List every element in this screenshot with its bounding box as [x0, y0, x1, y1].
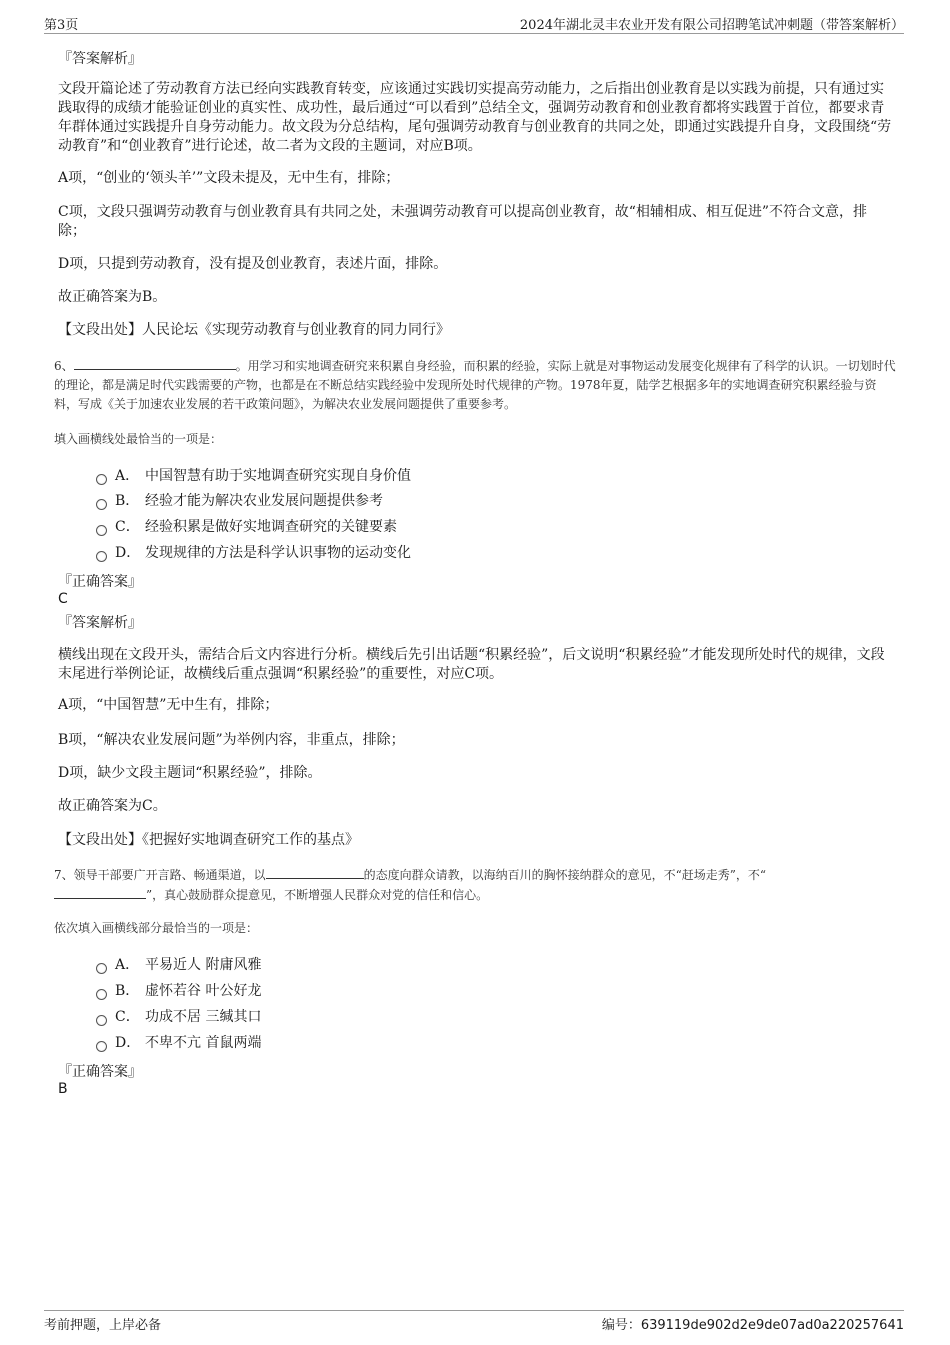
- q5-analysis-text: 文段开篇论述了劳动教育方法已经向实践教育转变，应该通过实践切实提高劳动能力，之后指出创业教育是以实践为前提，只有通过实践取得的成绩才能验证创业的真实性、成功性，最后通过“可以看到”总结全文，强调劳动教育和创业教育都将实践置于首位，都要求青年群体通过实践提升自身劳动能力。故文段为分总结构，尾句强调劳动教育与创业教育的共同之处，即通过实践提升自身，文段围绕“劳动教育”和“创业教育”进行论述，故二者为文段的主题词，对应B项。: [58, 81, 892, 154]
- q7-blank-2[interactable]: [54, 885, 146, 899]
- q6-instruction: 填入画横线处最恰当的一项是：: [54, 432, 223, 446]
- document-code: 编号：639119de902d2e9de07ad0a220257641: [601, 1318, 904, 1333]
- radio-icon[interactable]: [96, 474, 107, 485]
- q7-correct-label: 『正确答案』: [58, 1064, 142, 1080]
- q6-stem-text: 。用学习和实地调查研究来积累自身经验，而积累的经验，实际上就是对事物运动发展变化规律有了科学的认识。一切划时代的理论，都是满足时代实践需要的产物，也都是在不断总结实践经验中发现所处时代规律的产物。1978年夏，陆学艺根据多年的实地调查研究积累经验与资料，写成《关于加速农业发展的若干政策问题》，为解决农业发展问题提供了重要参考。: [54, 359, 896, 411]
- q6-correct-label: 『正确答案』: [58, 574, 142, 590]
- radio-icon[interactable]: [96, 1015, 107, 1026]
- q6-option-c[interactable]: C． 经验积累是做好实地调查研究的关键要素: [96, 516, 397, 538]
- q6-point-d: D项，缺少文段主题词“积累经验”，排除。: [58, 765, 322, 781]
- q5-point-d: D项，只提到劳动教育，没有提及创业教育，表述片面，排除。: [58, 256, 448, 272]
- q6-point-a: A项，“中国智慧”无中生有，排除；: [58, 697, 279, 713]
- q7-option-b[interactable]: B． 虚怀若谷 叶公好龙: [96, 980, 261, 1002]
- q6-point-b: B项，“解决农业发展问题”为举例内容，非重点，排除；: [58, 732, 405, 748]
- q7-option-d[interactable]: D． 不卑不亢 首鼠两端: [96, 1032, 261, 1054]
- q6-option-a[interactable]: A． 中国智慧有助于实地调查研究实现自身价值: [96, 465, 411, 487]
- q5-point-c: C项，文段只强调劳动教育与创业教育具有共同之处，未强调劳动教育可以提高创业教育，故“相辅相成、相互促进”不符合文意，排除；: [58, 204, 868, 239]
- header-divider: [44, 33, 904, 34]
- q7-option-c[interactable]: C． 功成不居 三缄其口: [96, 1006, 261, 1028]
- q6-number: 6、: [54, 359, 74, 373]
- q6-source: 【文段出处】《把握好实地调查研究工作的基点》: [58, 832, 359, 848]
- footer-slogan: 考前押题，上岸必备: [44, 1318, 162, 1333]
- q5-source: 【文段出处】人民论坛《实现劳动教育与创业教育的同力同行》: [58, 322, 450, 338]
- radio-icon[interactable]: [96, 1041, 107, 1052]
- q6-analysis-text: 横线出现在文段开头，需结合后文内容进行分析。横线后先引出话题“积累经验”，后文说明“积累经验”才能发现所处时代的规律，文段末尾进行举例论证，故横线后重点强调“积累经验”的重要性，对应C项。: [58, 647, 885, 682]
- q6-stem: [54, 356, 899, 414]
- q6-option-d[interactable]: D． 发现规律的方法是科学认识事物的运动变化: [96, 542, 411, 564]
- q6-option-b[interactable]: B． 经验才能为解决农业发展问题提供参考: [96, 490, 383, 512]
- radio-icon[interactable]: [96, 963, 107, 974]
- q7-stem: 7、领导干部要广开言路、畅通渠道，以 的态度向群众请教，以海纳百川的胸怀接纳群众的意见，不“赶场走秀”，不“ ”，真心鼓励群众提意见，不断增强人民群众对党的信任和信心。: [54, 865, 899, 905]
- radio-icon[interactable]: [96, 525, 107, 536]
- q6-conclusion: 故正确答案为C。: [58, 798, 167, 814]
- q5-conclusion: 故正确答案为B。: [58, 289, 167, 305]
- q7-blank-1[interactable]: [266, 865, 364, 879]
- page-number: 第3页: [44, 18, 79, 33]
- q7-number: 7、: [54, 868, 74, 882]
- radio-icon[interactable]: [96, 989, 107, 1000]
- q7-instruction: 依次填入画横线部分最恰当的一项是：: [54, 921, 259, 935]
- radio-icon[interactable]: [96, 551, 107, 562]
- q6-analysis-label: 『答案解析』: [58, 615, 142, 631]
- q5-point-a: A项，“创业的‘领头羊’”文段未提及，无中生有，排除；: [58, 170, 400, 186]
- q7-correct-answer: B: [58, 1081, 68, 1097]
- footer-divider: [44, 1310, 904, 1311]
- document-title: 2024年湖北灵丰农业开发有限公司招聘笔试冲刺题（带答案解析）: [519, 18, 904, 33]
- radio-icon[interactable]: [96, 499, 107, 510]
- q7-option-a[interactable]: A． 平易近人 附庸风雅: [96, 954, 261, 976]
- q6-blank[interactable]: [74, 356, 236, 370]
- q5-analysis-label: 『答案解析』: [58, 51, 142, 67]
- q6-correct-answer: C: [58, 591, 68, 607]
